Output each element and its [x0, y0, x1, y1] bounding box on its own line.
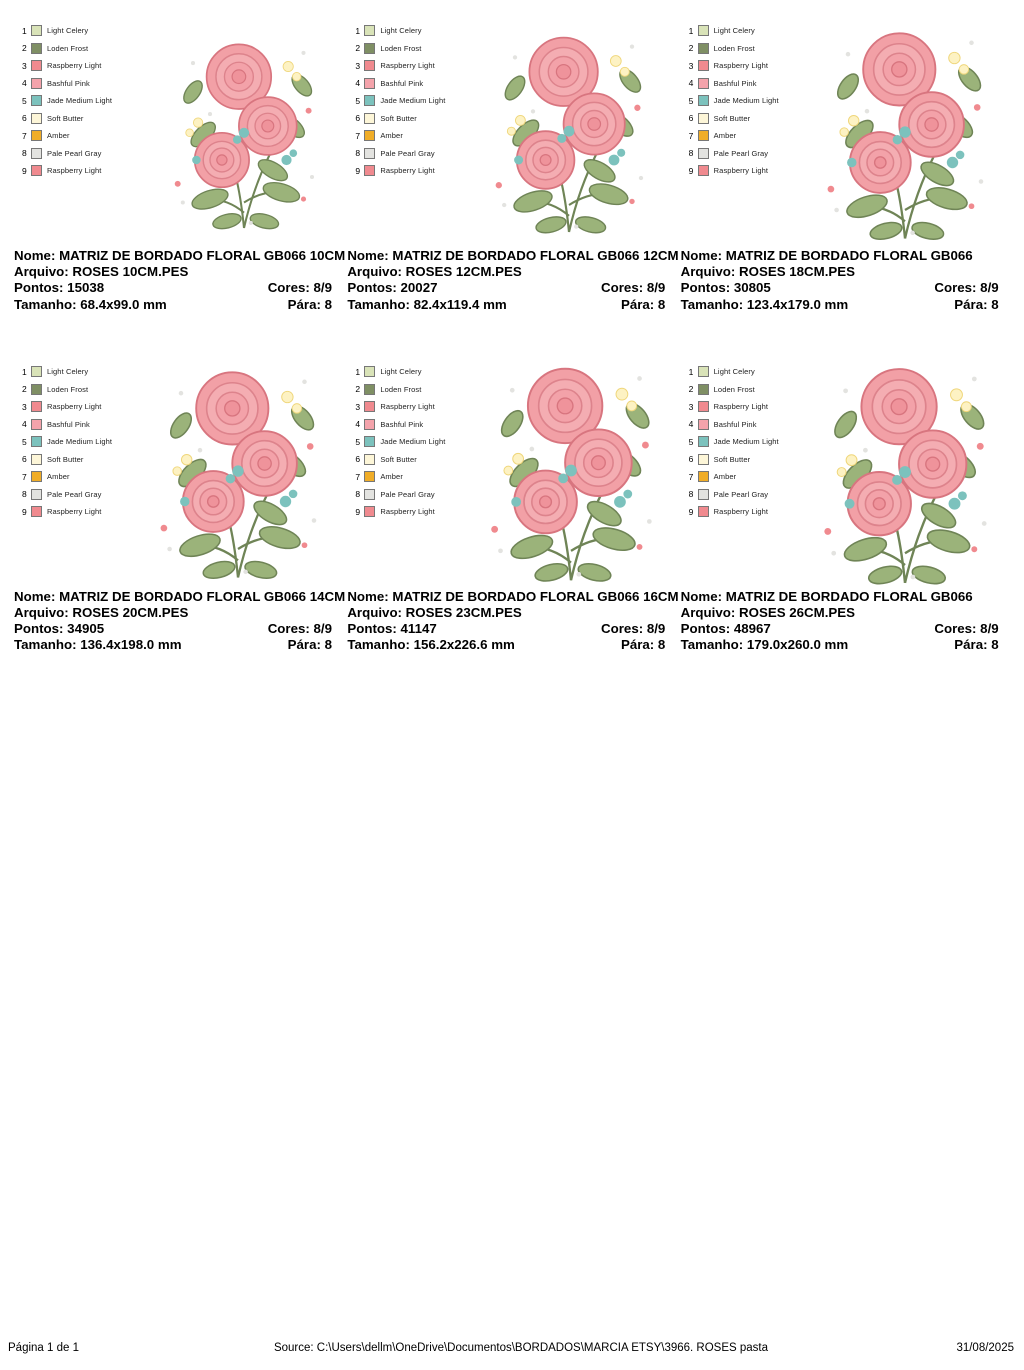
legend-swatch-4 — [31, 78, 42, 89]
legend-item — [22, 485, 142, 503]
design-stitches: Pontos: 20027 — [347, 280, 438, 296]
design-size: Tamanho: 68.4x99.0 mm — [14, 296, 167, 312]
legend-number: 6 — [688, 113, 694, 124]
legend-number: 7 — [22, 130, 27, 141]
legend-label: Amber — [380, 472, 403, 482]
legend-item — [355, 162, 475, 180]
legend-label: Loden Frost — [713, 384, 755, 394]
legend-number: 4 — [22, 78, 27, 89]
design-stitches: Pontos: 15038 — [14, 280, 105, 296]
legend-swatch-6 — [31, 454, 42, 465]
legend-item — [689, 110, 809, 128]
legend-number: 8 — [355, 148, 361, 159]
design-size: Tamanho: 136.4x198.0 mm — [14, 637, 182, 653]
design-stops: Pára: 8 — [620, 296, 666, 312]
legend-label: Amber — [380, 131, 403, 141]
legend-item — [355, 145, 475, 163]
design-stitches: Pontos: 48967 — [680, 621, 771, 637]
legend-label: Light Celery — [713, 26, 755, 36]
legend-item — [22, 127, 142, 145]
legend-number: 5 — [688, 436, 694, 447]
legend-swatch-3 — [698, 60, 709, 71]
design-name: Nome: MATRIZ DE BORDADO FLORAL GB066 14CM — [14, 588, 346, 604]
legend-item — [22, 398, 142, 416]
legend-item — [22, 415, 142, 433]
legend-item — [22, 433, 142, 451]
color-legend — [22, 363, 142, 521]
legend-label: Raspberry Light — [380, 507, 435, 517]
design-file: Arquivo: ROSES 20CM.PES — [14, 605, 189, 621]
legend-number: 5 — [22, 436, 27, 447]
legend-label: Loden Frost — [47, 43, 89, 53]
legend-item — [355, 485, 475, 503]
legend-swatch-5 — [31, 95, 42, 106]
design-stitches: Pontos: 41147 — [347, 621, 437, 637]
legend-item — [689, 380, 809, 398]
design-colors: Cores: 8/9 — [267, 280, 332, 296]
design-preview — [14, 14, 347, 246]
legend-swatch-8 — [698, 148, 709, 159]
design-size: Tamanho: 156.2x226.6 mm — [347, 637, 515, 653]
legend-number: 2 — [688, 384, 694, 395]
design-file: Arquivo: ROSES 12CM.PES — [347, 264, 522, 280]
legend-label: Pale Pearl Gray — [47, 489, 102, 499]
legend-swatch-4 — [364, 78, 375, 89]
design-file: Arquivo: ROSES 26CM.PES — [680, 605, 856, 621]
design-colors: Cores: 8/9 — [601, 621, 666, 637]
embroidery-artwork — [473, 355, 669, 590]
legend-swatch-8 — [364, 489, 375, 500]
legend-label: Raspberry Light — [47, 402, 102, 412]
embroidery-artwork — [479, 24, 659, 242]
legend-item — [355, 503, 475, 521]
legend-swatch-1 — [364, 366, 375, 377]
legend-number: 6 — [22, 454, 27, 465]
legend-label: Bashful Pink — [380, 78, 424, 88]
legend-number: 9 — [688, 165, 694, 176]
design-stops: Pára: 8 — [620, 637, 666, 653]
legend-swatch-5 — [698, 95, 709, 106]
legend-number: 6 — [355, 454, 361, 465]
legend-number: 4 — [22, 419, 27, 430]
legend-label: Soft Butter — [713, 113, 751, 123]
legend-label: Soft Butter — [713, 454, 751, 464]
legend-swatch-5 — [698, 436, 709, 447]
legend-item — [689, 363, 809, 381]
legend-label: Pale Pearl Gray — [380, 489, 435, 499]
legend-item — [689, 22, 809, 40]
legend-number: 9 — [355, 165, 361, 176]
legend-label: Loden Frost — [713, 43, 755, 53]
legend-number: 7 — [355, 130, 361, 141]
roses-bouquet-graphic — [810, 20, 1000, 248]
legend-item — [689, 92, 809, 110]
legend-item — [355, 398, 475, 416]
legend-swatch-8 — [698, 489, 709, 500]
design-info — [347, 587, 680, 654]
legend-number: 5 — [355, 436, 361, 447]
legend-item — [355, 40, 475, 58]
legend-swatch-4 — [364, 419, 375, 430]
legend-item — [355, 380, 475, 398]
design-stitches: Pontos: 30805 — [680, 280, 771, 296]
legend-label: Bashful Pink — [47, 419, 90, 429]
legend-item — [689, 40, 809, 58]
legend-swatch-6 — [698, 113, 709, 124]
legend-number: 4 — [688, 419, 694, 430]
design-preview — [14, 355, 347, 587]
legend-swatch-3 — [364, 401, 375, 412]
legend-swatch-7 — [698, 130, 709, 141]
legend-item — [689, 57, 809, 75]
design-cell — [14, 14, 347, 313]
legend-item — [689, 162, 809, 180]
legend-label: Raspberry Light — [713, 61, 769, 71]
legend-swatch-7 — [364, 130, 375, 141]
color-legend — [355, 22, 475, 180]
legend-label: Raspberry Light — [713, 507, 769, 517]
page-number: Página 1 de 1 — [8, 1342, 79, 1354]
legend-label: Light Celery — [713, 367, 755, 377]
legend-number: 8 — [22, 489, 27, 500]
design-cell — [681, 355, 1014, 654]
legend-number: 8 — [688, 148, 694, 159]
legend-swatch-2 — [364, 43, 375, 54]
legend-swatch-9 — [31, 165, 42, 176]
legend-swatch-8 — [31, 148, 42, 159]
legend-swatch-9 — [31, 506, 42, 517]
roses-bouquet-graphic — [143, 359, 333, 587]
design-file: Arquivo: ROSES 23CM.PES — [347, 605, 522, 621]
design-colors: Cores: 8/9 — [267, 621, 332, 637]
legend-label: Jade Medium Light — [713, 96, 779, 106]
legend-number: 9 — [22, 506, 27, 517]
legend-number: 8 — [22, 148, 27, 159]
design-name: Nome: MATRIZ DE BORDADO FLORAL GB066 16CM — [347, 588, 679, 604]
design-cell — [347, 14, 680, 313]
legend-label: Bashful Pink — [47, 78, 90, 88]
legend-label: Amber — [713, 131, 737, 141]
legend-swatch-2 — [31, 43, 42, 54]
legend-item — [689, 503, 809, 521]
legend-item — [689, 485, 809, 503]
design-colors: Cores: 8/9 — [934, 280, 999, 296]
legend-item — [22, 380, 142, 398]
legend-swatch-4 — [698, 78, 709, 89]
legend-item — [355, 468, 475, 486]
legend-number: 5 — [355, 95, 361, 106]
legend-label: Pale Pearl Gray — [713, 148, 769, 158]
design-grid — [14, 14, 1014, 654]
legend-item — [355, 22, 475, 40]
legend-item — [22, 40, 142, 58]
legend-item — [689, 398, 809, 416]
legend-label: Pale Pearl Gray — [713, 489, 769, 499]
design-preview — [681, 14, 1014, 246]
legend-item — [355, 415, 475, 433]
legend-item — [22, 162, 142, 180]
legend-swatch-1 — [364, 25, 375, 36]
legend-label: Soft Butter — [47, 454, 84, 464]
roses-bouquet-graphic — [159, 32, 329, 237]
legend-label: Raspberry Light — [380, 402, 435, 412]
legend-swatch-8 — [31, 489, 42, 500]
legend-number: 2 — [355, 384, 361, 395]
legend-number: 9 — [355, 506, 361, 517]
legend-label: Soft Butter — [47, 113, 84, 123]
print-date: 31/08/2025 — [956, 1342, 1014, 1354]
legend-label: Raspberry Light — [713, 402, 769, 412]
legend-item — [22, 92, 142, 110]
legend-swatch-6 — [364, 454, 375, 465]
legend-number: 7 — [355, 471, 361, 482]
legend-label: Loden Frost — [380, 43, 422, 53]
legend-label: Amber — [713, 472, 737, 482]
legend-item — [689, 75, 809, 93]
color-legend — [689, 22, 809, 180]
legend-label: Jade Medium Light — [47, 437, 113, 447]
legend-number: 1 — [688, 366, 694, 377]
embroidery-artwork — [806, 355, 1004, 593]
legend-swatch-9 — [698, 165, 709, 176]
legend-number: 7 — [688, 130, 694, 141]
design-info — [681, 587, 1014, 654]
legend-label: Raspberry Light — [380, 166, 435, 176]
color-legend — [22, 22, 142, 180]
legend-item — [689, 468, 809, 486]
legend-number: 3 — [355, 401, 361, 412]
design-colors: Cores: 8/9 — [934, 621, 999, 637]
legend-number: 2 — [22, 43, 27, 54]
legend-item — [355, 75, 475, 93]
legend-swatch-7 — [31, 471, 42, 482]
legend-swatch-1 — [31, 25, 42, 36]
legend-item — [355, 433, 475, 451]
legend-swatch-9 — [698, 506, 709, 517]
design-cell — [347, 355, 680, 654]
design-info — [14, 587, 347, 654]
color-legend — [689, 363, 809, 521]
design-preview — [347, 355, 680, 587]
design-stops: Pára: 8 — [287, 637, 332, 653]
roses-bouquet-graphic — [479, 24, 659, 242]
legend-number: 3 — [688, 60, 694, 71]
legend-number: 1 — [688, 25, 694, 36]
legend-item — [22, 110, 142, 128]
legend-number: 5 — [22, 95, 27, 106]
design-size: Tamanho: 179.0x260.0 mm — [680, 637, 849, 653]
legend-number: 8 — [688, 489, 694, 500]
legend-swatch-6 — [31, 113, 42, 124]
legend-label: Jade Medium Light — [713, 437, 779, 447]
legend-swatch-3 — [364, 60, 375, 71]
legend-label: Raspberry Light — [713, 166, 769, 176]
legend-item — [22, 450, 142, 468]
design-info — [347, 246, 680, 313]
legend-number: 1 — [22, 25, 27, 36]
legend-swatch-2 — [698, 43, 709, 54]
roses-bouquet-graphic — [473, 355, 669, 590]
legend-item — [355, 92, 475, 110]
legend-swatch-4 — [698, 419, 709, 430]
legend-label: Light Celery — [47, 26, 89, 36]
design-stops: Pára: 8 — [954, 637, 999, 653]
design-name: Nome: MATRIZ DE BORDADO FLORAL GB066 10CM — [14, 248, 346, 263]
legend-item — [22, 145, 142, 163]
legend-item — [22, 468, 142, 486]
legend-number: 3 — [688, 401, 694, 412]
legend-number: 3 — [22, 60, 27, 71]
legend-label: Jade Medium Light — [380, 96, 446, 106]
legend-label: Jade Medium Light — [47, 96, 113, 106]
legend-number: 7 — [688, 471, 694, 482]
design-name: Nome: MATRIZ DE BORDADO FLORAL GB066 — [680, 588, 973, 604]
legend-label: Raspberry Light — [380, 61, 435, 71]
design-cell — [681, 14, 1014, 313]
legend-number: 5 — [688, 95, 694, 106]
design-row — [14, 355, 1014, 654]
legend-number: 4 — [355, 419, 361, 430]
design-info — [14, 246, 347, 313]
legend-item — [355, 363, 475, 381]
design-file: Arquivo: ROSES 10CM.PES — [14, 264, 189, 280]
embroidery-artwork — [143, 359, 333, 587]
legend-item — [22, 363, 142, 381]
legend-swatch-3 — [31, 60, 42, 71]
legend-swatch-5 — [31, 436, 42, 447]
legend-swatch-6 — [364, 113, 375, 124]
legend-number: 6 — [355, 113, 361, 124]
design-size: Tamanho: 123.4x179.0 mm — [680, 296, 849, 312]
legend-item — [355, 57, 475, 75]
legend-label: Pale Pearl Gray — [380, 148, 435, 158]
legend-label: Bashful Pink — [713, 419, 757, 429]
legend-label: Loden Frost — [380, 384, 422, 394]
legend-number: 6 — [688, 454, 694, 465]
row-spacer — [14, 313, 1014, 355]
legend-number: 8 — [355, 489, 361, 500]
legend-swatch-9 — [364, 165, 375, 176]
design-info — [681, 246, 1014, 313]
legend-item — [689, 433, 809, 451]
embroidery-artwork — [159, 32, 329, 237]
legend-item — [22, 22, 142, 40]
design-size: Tamanho: 82.4x119.4 mm — [347, 296, 507, 312]
legend-swatch-2 — [364, 384, 375, 395]
legend-item — [689, 450, 809, 468]
legend-swatch-5 — [364, 95, 375, 106]
design-row — [14, 14, 1014, 313]
legend-item — [22, 503, 142, 521]
legend-item — [355, 110, 475, 128]
legend-label: Raspberry Light — [47, 166, 102, 176]
legend-label: Raspberry Light — [47, 61, 102, 71]
embroidery-artwork — [810, 20, 1000, 248]
legend-label: Bashful Pink — [713, 78, 757, 88]
legend-number: 4 — [355, 78, 361, 89]
legend-number: 3 — [22, 401, 27, 412]
legend-label: Light Celery — [47, 367, 89, 377]
legend-number: 6 — [22, 113, 27, 124]
legend-label: Jade Medium Light — [380, 437, 446, 447]
legend-label: Light Celery — [380, 367, 422, 377]
legend-swatch-3 — [31, 401, 42, 412]
legend-item — [689, 415, 809, 433]
legend-number: 2 — [355, 43, 361, 54]
legend-swatch-2 — [698, 384, 709, 395]
legend-item — [22, 57, 142, 75]
legend-number: 1 — [22, 366, 27, 377]
design-name: Nome: MATRIZ DE BORDADO FLORAL GB066 — [680, 248, 973, 263]
page-footer — [0, 1342, 1024, 1354]
legend-label: Light Celery — [380, 26, 422, 36]
roses-bouquet-graphic — [806, 355, 1004, 593]
design-preview — [347, 14, 680, 246]
legend-label: Amber — [47, 131, 70, 141]
legend-item — [689, 145, 809, 163]
legend-swatch-5 — [364, 436, 375, 447]
legend-swatch-9 — [364, 506, 375, 517]
legend-label: Raspberry Light — [47, 507, 102, 517]
design-stops: Pára: 8 — [954, 296, 999, 312]
legend-item — [355, 127, 475, 145]
legend-swatch-1 — [698, 25, 709, 36]
legend-swatch-6 — [698, 454, 709, 465]
design-stitches: Pontos: 34905 — [14, 621, 105, 637]
legend-label: Soft Butter — [380, 113, 417, 123]
legend-number: 9 — [688, 506, 694, 517]
source-path: Source: C:\Users\dellm\OneDrive\Documentos\BORDADOS\MARCIA ETSY\3966. ROSES pasta — [273, 1342, 769, 1354]
legend-number: 1 — [355, 25, 361, 36]
legend-number: 2 — [22, 384, 27, 395]
legend-swatch-3 — [698, 401, 709, 412]
legend-swatch-2 — [31, 384, 42, 395]
legend-swatch-7 — [31, 130, 42, 141]
design-name: Nome: MATRIZ DE BORDADO FLORAL GB066 12CM — [347, 248, 679, 263]
legend-label: Loden Frost — [47, 384, 89, 394]
legend-number: 1 — [355, 366, 361, 377]
legend-label: Soft Butter — [380, 454, 417, 464]
legend-swatch-8 — [364, 148, 375, 159]
legend-number: 7 — [22, 471, 27, 482]
legend-number: 2 — [688, 43, 694, 54]
design-stops: Pára: 8 — [287, 296, 332, 312]
legend-item — [689, 127, 809, 145]
legend-label: Bashful Pink — [380, 419, 424, 429]
legend-swatch-1 — [698, 366, 709, 377]
legend-label: Pale Pearl Gray — [47, 148, 102, 158]
legend-number: 3 — [355, 60, 361, 71]
design-colors: Cores: 8/9 — [601, 280, 666, 296]
legend-label: Amber — [47, 472, 70, 482]
design-file: Arquivo: ROSES 18CM.PES — [680, 264, 856, 280]
design-cell — [14, 355, 347, 654]
legend-number: 9 — [22, 165, 27, 176]
legend-item — [22, 75, 142, 93]
legend-item — [355, 450, 475, 468]
legend-swatch-1 — [31, 366, 42, 377]
legend-swatch-7 — [364, 471, 375, 482]
color-legend — [355, 363, 475, 521]
legend-swatch-7 — [698, 471, 709, 482]
legend-number: 4 — [688, 78, 694, 89]
design-preview — [681, 355, 1014, 587]
legend-swatch-4 — [31, 419, 42, 430]
